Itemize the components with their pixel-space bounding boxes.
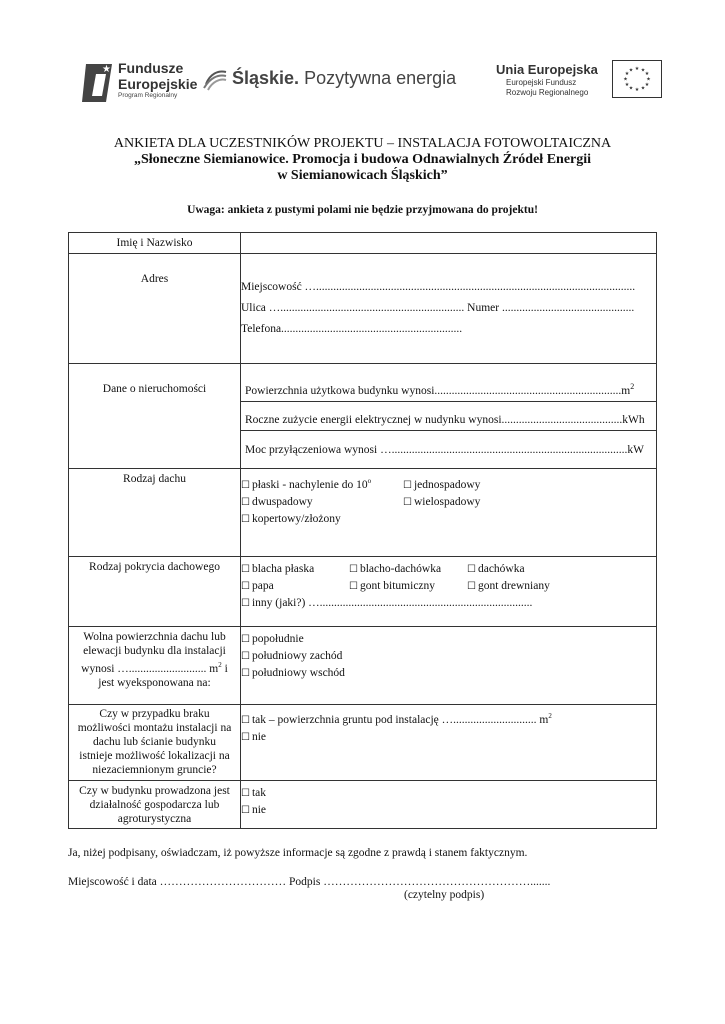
roof-multi-option[interactable] (403, 494, 480, 511)
field-business (241, 781, 657, 829)
ground-yes-option[interactable] (241, 708, 552, 729)
eu-line1: Unia Europejska (496, 62, 598, 77)
roof-double-label: dwuspadowy (251, 495, 313, 508)
dir-sw-label: południowy zachód (251, 650, 343, 662)
cover-felt-label: papa (251, 580, 274, 592)
svg-text:★: ★ (634, 67, 640, 72)
row-business (69, 781, 657, 829)
property-area[interactable] (241, 364, 656, 402)
roof-flat-sup: o (367, 477, 372, 485)
property-area-text: Powierzchnia użytkowa budynku wynosi.................................................................m (245, 384, 631, 397)
cover-sheet-option[interactable] (241, 561, 349, 578)
row-address (69, 254, 657, 364)
checkbox-icon[interactable]: ☐ (241, 479, 250, 491)
checkbox-icon[interactable]: ☐ (349, 564, 358, 575)
checkbox-icon[interactable]: ☐ (241, 513, 250, 525)
checkbox-icon[interactable]: ☐ (467, 564, 476, 575)
svg-text:★: ★ (628, 68, 634, 74)
free-area-text-3: i jest wyeksponowana na: (98, 662, 228, 689)
svg-text:★: ★ (634, 88, 640, 93)
property-energy[interactable]: Roczne zużycie energii elektrycznej w nudynku wynosi..........................................kWh (241, 402, 656, 431)
eu-funds-line3: Program Regionalny (118, 92, 178, 99)
row-ground (69, 705, 657, 781)
cover-wood-label: gont drewniany (477, 580, 550, 592)
dir-south-label: popołudnie (251, 633, 304, 645)
svg-text:★: ★ (628, 86, 634, 92)
form-title (0, 136, 725, 184)
roof-single-option[interactable] (403, 477, 480, 494)
business-yes-option[interactable] (241, 785, 266, 802)
checkbox-icon[interactable]: ☐ (241, 788, 250, 799)
dir-south-option[interactable] (241, 631, 304, 648)
checkbox-icon[interactable]: ☐ (241, 651, 250, 662)
cover-other-label: inny (jaki?) ….......................................................................... (251, 597, 533, 609)
ground-no-option[interactable] (241, 729, 266, 746)
field-name[interactable] (241, 233, 657, 254)
row-name (69, 233, 657, 254)
label-property: Dane o nieruchomości (69, 364, 241, 469)
roof-multi-label: wielospadowy (413, 495, 481, 508)
checkbox-icon[interactable]: ☐ (241, 496, 250, 508)
row-property (69, 364, 657, 469)
checkbox-icon[interactable]: ☐ (241, 668, 250, 679)
checkbox-icon[interactable]: ☐ (241, 714, 250, 726)
label-address: Adres (69, 254, 241, 364)
form-title-main: ANKIETA DLA UCZESTNIKÓW PROJEKTU – INSTALACJA FOTOWOLTAICZNA (113, 136, 612, 151)
checkbox-icon[interactable]: ☐ (403, 496, 412, 508)
cover-tile-label: dachówka (477, 563, 525, 575)
business-yes-label: tak (251, 787, 267, 799)
slaskie-logo (232, 68, 456, 89)
field-property (241, 364, 657, 469)
dir-sw-option[interactable] (241, 648, 342, 665)
free-area-text-1: Wolna powierzchnia dachu lub elewacji budynku dla instalacji wynosi (81, 631, 226, 675)
cover-shingle-label: gont bitumiczny (359, 580, 436, 592)
field-roof-type (241, 469, 657, 557)
ground-yes-label: tak – powierzchnia gruntu pod instalację …............................. m (251, 713, 549, 726)
cover-tilesheet-label: blacho-dachówka (359, 563, 442, 575)
field-roof-cover (241, 557, 657, 627)
eu-line3: Rozwoju Regionalnego (506, 88, 589, 97)
svg-text:★: ★ (646, 77, 651, 83)
eu-line2: Europejski Fundusz (506, 78, 577, 87)
form-subtitle-1: „Słoneczne Siemianowice. Promocja i budowa Odnawialnych Źródeł Energii (133, 152, 592, 167)
label-free-area (69, 627, 241, 705)
svg-text:★: ★ (623, 77, 628, 83)
label-name: Imię i Nazwisko (69, 233, 241, 254)
field-ground (241, 705, 657, 781)
dir-se-label: południowy wschód (251, 667, 345, 679)
label-roof-cover: Rodzaj pokrycia dachowego (69, 557, 241, 627)
cover-felt-option[interactable] (241, 578, 349, 595)
survey-table (68, 232, 657, 829)
declaration: Ja, niżej podpisany, oświadczam, iż powyższe informacje są zgodne z prawdą i stanem faktycznym. (68, 847, 528, 859)
checkbox-icon[interactable]: ☐ (241, 564, 250, 575)
property-area-sup: 2 (630, 382, 635, 391)
roof-double-option[interactable] (241, 494, 403, 511)
signature-note: (czytelny podpis) (404, 889, 485, 901)
place-date-signature[interactable]: Miejscowość i data …………………………… Podpis ………………………………………………....... (68, 876, 551, 888)
slaskie-name: Śląskie. (232, 68, 300, 88)
slaskie-slogan: Pozytywna energia (299, 68, 457, 88)
cover-other-option[interactable] (241, 595, 532, 612)
roof-flat-option[interactable] (241, 473, 403, 494)
business-no-option[interactable] (241, 802, 266, 819)
label-ground: Czy w przypadku braku możliwości montażu instalacji na dachu lub ścianie budynku istnieje możliwość lokalizacji na niezaciemnionym gruncie? (69, 705, 241, 781)
cover-shingle-option[interactable] (349, 578, 467, 595)
row-roof-type (69, 469, 657, 557)
cover-sheet-label: blacha płaska (251, 563, 315, 575)
address-city[interactable]: Miejscowość …............................................................................................................... (241, 281, 636, 293)
form-warning: Uwaga: ankieta z pustymi polami nie będzie przyjmowana do projektu! (187, 204, 538, 216)
svg-text:★: ★ (640, 68, 646, 74)
row-free-area (69, 627, 657, 705)
svg-text:★: ★ (624, 83, 630, 88)
svg-text:★: ★ (102, 64, 111, 75)
form-subtitle-2: w Siemianowicach Śląskich” (277, 168, 448, 183)
address-street[interactable]: Ulica …................................................................ Numer .............................................. (241, 302, 635, 314)
svg-text:★: ★ (644, 72, 650, 77)
svg-text:★: ★ (644, 83, 650, 88)
checkbox-icon[interactable]: ☐ (349, 581, 358, 592)
eu-funds-line1: Fundusze (118, 60, 184, 76)
roof-hip-label: kopertowy/złożony (251, 512, 341, 525)
slaskie-swirl-icon (202, 66, 228, 92)
address-phone[interactable]: Telefona............................................................... (241, 323, 463, 335)
checkbox-icon[interactable]: ☐ (241, 581, 250, 592)
ground-yes-sup: 2 (548, 712, 552, 720)
cover-tile-option[interactable] (467, 561, 525, 578)
svg-text:★: ★ (624, 72, 630, 77)
svg-text:★: ★ (640, 86, 646, 92)
business-no-label: nie (251, 804, 267, 816)
label-roof-type: Rodzaj dachu (69, 469, 241, 557)
checkbox-icon[interactable]: ☐ (241, 805, 250, 816)
cover-tilesheet-option[interactable] (349, 561, 467, 578)
cover-wood-option[interactable] (467, 578, 550, 595)
checkbox-icon[interactable]: ☐ (403, 479, 412, 491)
field-free-area (241, 627, 657, 705)
checkbox-icon[interactable]: ☐ (241, 634, 250, 645)
checkbox-icon[interactable]: ☐ (467, 581, 476, 592)
free-area-sup: 2 (218, 661, 222, 669)
free-area-text-2: …........................... m (117, 662, 219, 675)
row-roof-cover (69, 557, 657, 627)
dir-se-option[interactable] (241, 665, 345, 682)
eu-flag-icon (612, 60, 662, 98)
roof-single-label: jednospadowy (413, 478, 481, 491)
eu-funds-logo-text (118, 60, 197, 100)
property-power[interactable]: Moc przyłączeniowa wynosi …..................................................................................kW (245, 443, 644, 456)
ground-no-label: nie (251, 730, 267, 743)
eu-logo-text (496, 62, 598, 98)
roof-hip-option[interactable] (241, 511, 341, 528)
roof-flat-label: płaski - nachylenie do 10 (251, 478, 368, 491)
logo-bar (0, 50, 725, 110)
eu-funds-logo-icon (82, 56, 122, 106)
label-business: Czy w budynku prowadzona jest działalność gospodarcza lub agroturystyczna (69, 781, 241, 829)
checkbox-icon[interactable]: ☐ (241, 598, 250, 609)
field-address (241, 254, 657, 364)
eu-funds-line2: Europejskie (118, 76, 198, 92)
checkbox-icon[interactable]: ☐ (241, 731, 250, 743)
